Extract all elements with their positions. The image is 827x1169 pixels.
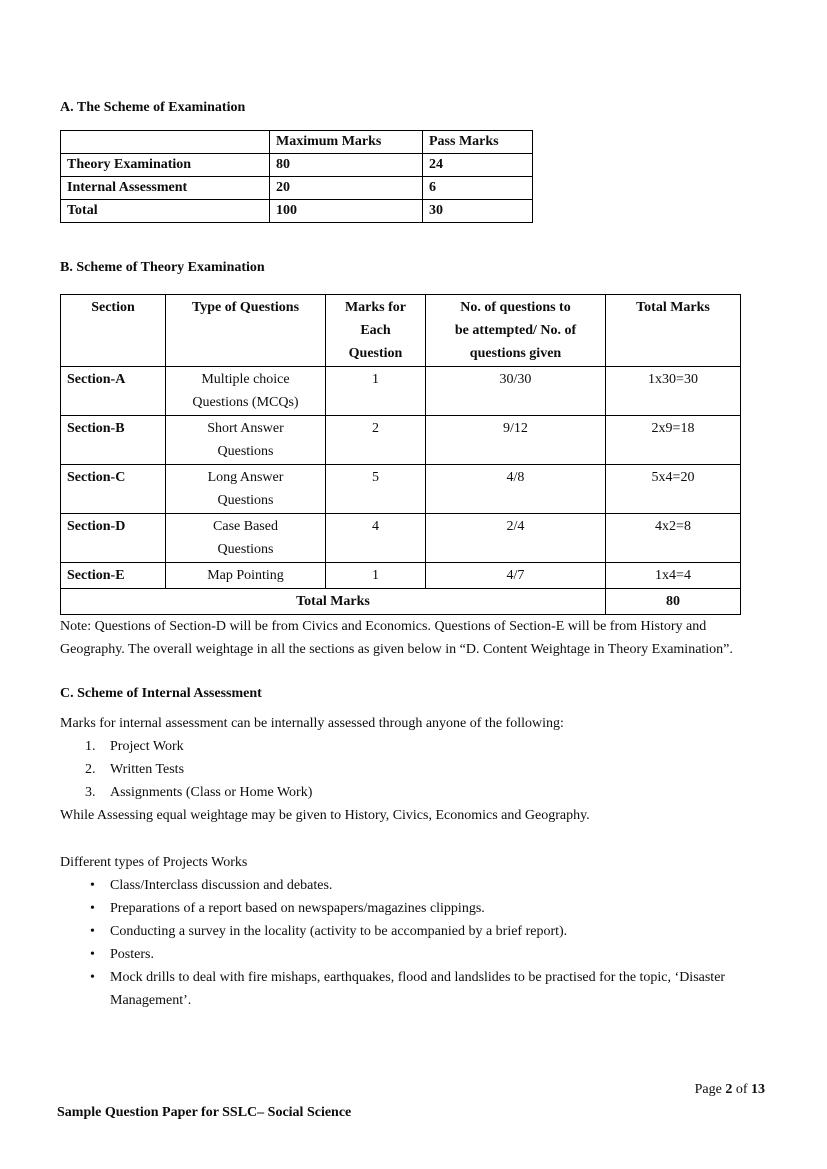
list-item-text: Assignments (Class or Home Work) [110,785,313,800]
section-label: Section-C [61,465,166,514]
document-content [60,0,768,1012]
list-item [60,897,768,920]
row-label: Internal Assessment [61,177,270,200]
total-marks-cell: 5x4=20 [606,465,741,514]
page-number: 2 [725,1082,733,1097]
list-item-text: Conducting a survey in the locality (activity to be accompanied by a brief report). [110,924,568,939]
pass-marks-header: Pass Marks [423,131,533,154]
attempted-given-cell: 4/7 [426,563,606,589]
maximum-marks-value: 80 [270,154,423,177]
list-item [60,966,768,1012]
list-item-text: Project Work [110,739,184,754]
list-item [60,758,768,781]
table-row [61,200,533,223]
bullet-list [60,874,768,1012]
attempted-given-cell: 30/30 [426,367,606,416]
section-b-heading: B. Scheme of Theory Examination [60,260,265,275]
numbered-list [60,735,768,804]
marks-each-cell: 1 [326,563,426,589]
total-marks-cell: 1x4=4 [606,563,741,589]
row-label: Total [61,200,270,223]
list-number: 1. [85,739,96,754]
bullet-icon: • [90,901,95,916]
question-type-cell: Case Based Questions [166,514,326,563]
attempted-given-cell: 4/8 [426,465,606,514]
question-type-cell: Long Answer Questions [166,465,326,514]
maximum-marks-value: 20 [270,177,423,200]
pass-marks-value: 24 [423,154,533,177]
page-total: 13 [751,1082,765,1097]
section-a-heading: A. The Scheme of Examination [60,100,246,115]
bullet-icon: • [90,947,95,962]
table-row-section-b [61,416,741,465]
list-item-text: Class/Interclass discussion and debates. [110,878,333,893]
empty-header-cell [61,131,270,154]
table-row [61,177,533,200]
marks-each-cell: 5 [326,465,426,514]
marks-each-cell: 4 [326,514,426,563]
table-total-row [61,589,741,615]
pass-marks-value: 6 [423,177,533,200]
total-marks-value: 80 [606,589,741,615]
list-item [60,920,768,943]
examination-scheme-table [60,130,533,223]
page-word: Page [694,1082,726,1097]
attempted-given-cell: 9/12 [426,416,606,465]
projects-works-heading: Different types of Projects Works [60,855,248,870]
table-row-section-e [61,563,741,589]
page-number-label [695,1078,765,1101]
table-row-section-a [61,367,741,416]
total-marks-cell: 2x9=18 [606,416,741,465]
pass-marks-value: 30 [423,200,533,223]
total-marks-cell: 1x30=30 [606,367,741,416]
question-type-cell: Multiple choice Questions (MCQs) [166,367,326,416]
list-item-text: Preparations of a report based on newspapers/magazines clippings. [110,901,485,916]
of-word: of [732,1082,751,1097]
bullet-icon: • [90,970,95,985]
table-row [61,154,533,177]
section-note: Note: Questions of Section-D will be from Civics and Economics. Questions of Section-E will be from History and Geography. The overall weightage in all the sections as given below in “D. Content Weightage in Theory Examination”. [60,619,733,657]
list-item [60,781,768,804]
marks-each-cell: 2 [326,416,426,465]
section-c-heading: C. Scheme of Internal Assessment [60,686,262,701]
section-label: Section-E [61,563,166,589]
section-column-header: Section [61,295,166,367]
type-column-header: Type of Questions [166,295,326,367]
questions-column-header: No. of questions to be attempted/ No. of questions given [426,295,606,367]
document-footer-title: Sample Question Paper for SSLC– Social Science [57,1105,352,1120]
section-label: Section-B [61,416,166,465]
total-marks-column-header: Total Marks [606,295,741,367]
attempted-given-cell: 2/4 [426,514,606,563]
marks-each-cell: 1 [326,367,426,416]
section-label: Section-A [61,367,166,416]
total-marks-cell: 4x2=8 [606,514,741,563]
bullet-icon: • [90,878,95,893]
question-type-cell: Map Pointing [166,563,326,589]
maximum-marks-value: 100 [270,200,423,223]
section-label: Section-D [61,514,166,563]
list-number: 2. [85,762,96,777]
row-label: Theory Examination [61,154,270,177]
theory-examination-table [60,294,741,615]
list-number: 3. [85,785,96,800]
table-row-section-d [61,514,741,563]
list-item [60,874,768,897]
list-item-text: Mock drills to deal with fire mishaps, earthquakes, flood and landslides to be practised for the topic, ‘Disaster Management’. [110,970,726,1008]
table-row-section-c [61,465,741,514]
list-item-text: Posters. [110,947,154,962]
list-item-text: Written Tests [110,762,185,777]
list-item [60,735,768,758]
table-header-row [61,131,533,154]
maximum-marks-header: Maximum Marks [270,131,423,154]
list-item [60,943,768,966]
internal-assessment-intro: Marks for internal assessment can be internally assessed through anyone of the following: [60,716,564,731]
question-type-cell: Short Answer Questions [166,416,326,465]
table-header-row [61,295,741,367]
internal-assessment-outro: While Assessing equal weightage may be given to History, Civics, Economics and Geography. [60,808,590,823]
marks-column-header: Marks for Each Question [326,295,426,367]
bullet-icon: • [90,924,95,939]
total-marks-label: Total Marks [61,589,606,615]
